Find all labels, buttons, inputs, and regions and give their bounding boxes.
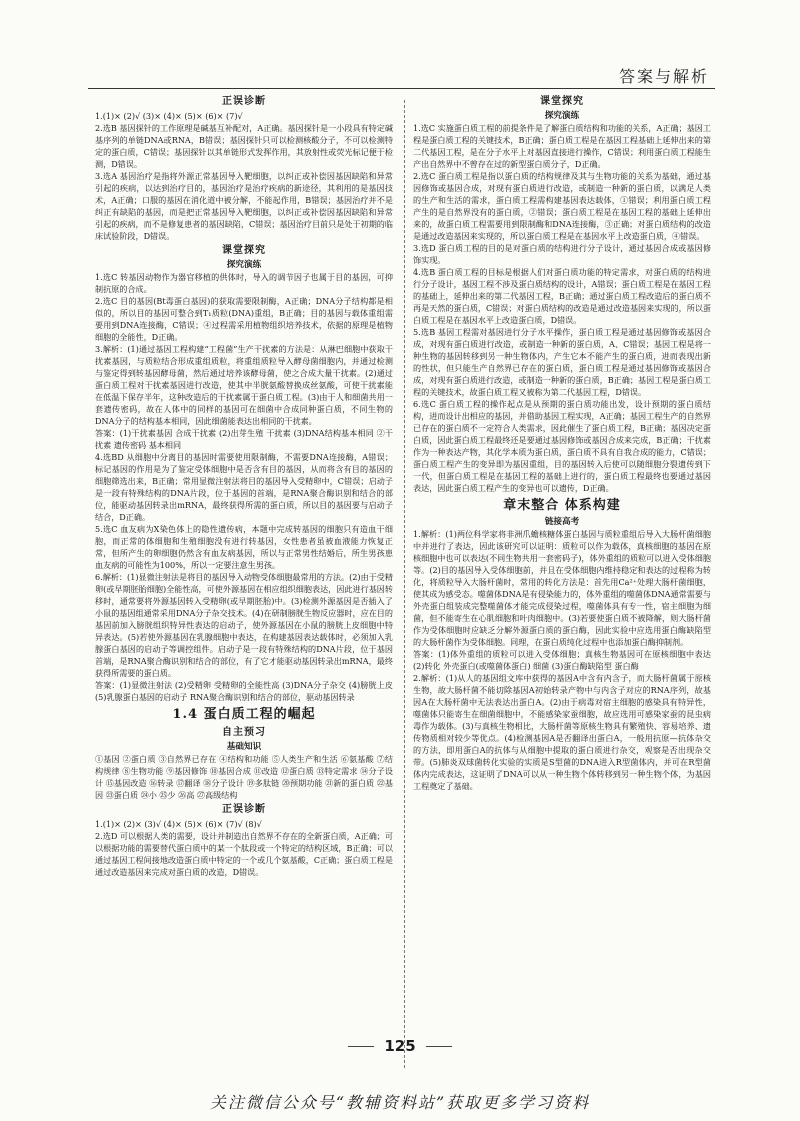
right-column — [413, 93, 711, 792]
answer-line: 答案：(1)显微注射法 (2)受精卵 受精卵的全能性高 (3)DNA分子杂交 (4)膀胱上皮 (5)乳腺蛋白基因的启动子 RNA聚合酶识别和结合的部位，驱动基因转录 — [95, 680, 393, 702]
page-number-value: 125 — [384, 1037, 416, 1055]
answer-line: 1.(1)× (2)× (3)√ (4)× (5)× (6)× (7)√ (8)√ — [95, 819, 262, 829]
paragraph: 6.选C 蛋白质工程的操作起点是从预期的蛋白质功能出发，设计预期的蛋白质结构，进而设计出相应的基因，并借助基因工程实现，A正确；基因工程生产的自然界已存在的蛋白质不一定符合人类需求，因此催生了蛋白质工程，B正确；基因决定蛋白质，因此蛋白质工程最终还是要通过基因修饰或基因合成来完成，B正确；干扰素作为一种表达产物，其化学本质为蛋白质，蛋白质不具有自我合成的能力，C错误；蛋白质工程产生的变异即为基因重组，目的基因转入后使可以随细胞分裂遗传到下一代，但蛋白质工程是在基因工程的基础上进行的，蛋白质工程最终也要通过基因表达，因此蛋白质工程产生的变异也可以遗传，D正确。 — [413, 399, 711, 493]
paragraph: 3.解析：(1)通过基因工程构建“工程菌”生产干扰素的方法是：从淋巴细胞中获取干扰素基因，与质粒结合形成重组质粒，将重组质粒导入酵母菌细胞内，并通过检测与鉴定得到转基因酵母菌，然后通过培养该酵母菌，使之合成大量干扰素。(2)通过蛋白质工程对干扰素基因进行改造，使其中半胱氨酸替换成丝氨酸，可使干扰素能在低温下保存半年，这种改造后的干扰素属于蛋白质工程。(3)由于人和细菌共用一套遗传密码，故在人体中的同样的基因可在细菌中合成同种蛋白质，不同生物的DNA分子的结构基本相同，因此细菌能表达出相同的干扰素。 — [95, 344, 393, 426]
paragraph: 1.选C 实施蛋白质工程的前提条件是了解蛋白质结构和功能的关系，A正确；基因工程是蛋白质工程的关键技术，B正确；蛋白质工程是在基因工程基础上延伸出来的第二代基因工程，是在分子水平上对基因直接进行操作，C错误；利用蛋白质工程能生产出自然界中不曾存在过的新型蛋白质分子，D正确。 — [413, 123, 711, 169]
paragraph: 1.解析：(1)两位科学家将非洲爪蟾核糖体蛋白基因与质粒重组后导入大肠杆菌细胞中并进行了表达，因此该研究可以证明：质粒可以作为载体，真核细胞的基因在原核细胞中也可以表达(不同生物共用一套密码子)，体外重组的质粒可以进入受体细胞等。(2)目的基因导入受体细胞前，并且在受体细胞内维持稳定和表达的过程称为转化，将质粒导入大肠杆菌时，常用的转化方法是：首先用Ca²⁺处理大肠杆菌细胞，使其成为感受态。噬菌体DNA是有侵染能力的，体外重组的噬菌体DNA通常需要与外壳蛋白组装成完整噬菌体才能完成侵染过程，噬菌体具有专一性，宿主细胞为细菌，但不能寄生在心肌细胞和叶肉细胞中。(3)若要使蛋白质不被降解，则大肠杆菌作为受体细胞时应缺乏分解外源蛋白质的蛋白酶，因此实验中应选用蛋白酶缺陷型的大肠杆菌作为受体细胞。同理，在蛋白质纯化过程中也添加蛋白酶抑制剂。 — [413, 529, 711, 647]
paragraph: 6.解析：(1)显微注射法是将目的基因导入动物受体细胞最常用的方法。(2)由于受精卵(或早期胚胎细胞)全能性高，可使外源基因在相应组织细胞表达，因此进行基因转移时，通常要将外源基因转入受精卵(或早期胚胎)中。(3)检测外源基因是否插入了小鼠的基因组通常采用DNA分子杂交技术。(4)在研制膀胱生物反应器时，应在目的基因前加入膀胱组织特异性表达的启动子，使外源基因在小鼠的膀胱上皮细胞中特异表达。(5)若使外源基因在乳腺细胞中表达，在构建基因表达载体时，必须加入乳腺蛋白基因的启动子等调控组件。启动子是一段有特殊结构的DNA片段，位于基因首端，是RNA聚合酶识别和结合的部位，有了它才能驱动基因转录出mRNA，最终获得所需要的蛋白质。 — [95, 572, 393, 678]
section-heading: 课堂探究 — [222, 245, 266, 256]
answer-line: 答案：(1)体外重组的质粒可以进入受体细胞；真核生物基因可在原核细胞中表达 (2)转化 外壳蛋白(或噬菌体蛋白) 细菌 (3)蛋白酶缺陷型 蛋白酶 — [413, 649, 711, 671]
left-column — [95, 93, 393, 878]
chapter-title: 章末整合 体系构建 — [503, 498, 621, 513]
section-heading: 课堂探究 — [540, 96, 584, 107]
paragraph: 2.选D 可以根据人类的需要，设计并制造出自然界不存在的全新蛋白质，A正确；可以根据功能的需要替代蛋白质中的某一个肽段或一个特定的结构区域，B正确；可以通过基因工程间接地改造蛋白质中特定的一个或几个氨基酸，C正确；蛋白质工程是通过改造基因来完成对蛋白质的改造，D错误。 — [95, 831, 393, 877]
page-number-dash-left — [348, 1046, 374, 1047]
page-number — [0, 1037, 800, 1055]
paragraph: 3.选D 蛋白质工程的目的是对蛋白质的结构进行分子设计，通过基因合成或基因修饰实现。 — [413, 243, 711, 265]
paragraph: 5.选B 基因工程需对基因进行分子水平操作，蛋白质工程是通过基因修饰或基因合成，对现有蛋白质进行改造，或制造一种新的蛋白质，A、C错误；基因工程是将一种生物的基因转移到另一种生物体内，产生它本不能产生的蛋白质，进而表现出新的性状，但只能生产自然界已存在的蛋白质，蛋白质工程是通过基因修饰或基因合成，对现有蛋白质进行改造，或制造一种新的蛋白质，B正确；基因工程是蛋白质工程的关键技术，故蛋白质工程又被称为第二代基因工程，D错误。 — [413, 327, 711, 397]
basics-list: ①基因 ②蛋白质 ③自然界已存在 ④结构和功能 ⑤人类生产和生活 ⑥氨基酸 ⑦结构规律 ⑧生物功能 ⑨基因修饰 ⑩基因合成 ⑪改造 ⑫蛋白质 ⑬特定需求 ⑭分子设计 ⑮基因改造 ⑯转录 ⑰翻译 ⑱分子设计 ⑲多肽链 ⑳预期功能 ㉑新的蛋白质 ㉒基因 ㉓蛋白质 ㉔小 ㉕少 ㉖高 ㉗高级结构 — [95, 754, 393, 800]
section-heading: 自主预习 — [222, 727, 266, 738]
paragraph: 5.选C 血友病为X染色体上的隐性遗传病，本题中完成转基因的细胞只有造血干细胞，而正常的体细胞和生殖细胞没有进行转基因，女性患者虽被血液能力恢复正常，但所产生的卵细胞仍然含有血友病基因，所以与正常男性结婚后，所生男孩患血友病的可能性为100%，所以一定要注意生男孩。 — [95, 524, 393, 570]
sub-heading: 探究演练 — [226, 260, 262, 270]
answer-line: 1.(1)× (2)√ (3)× (4)× (5)× (6)× (7)√ — [95, 111, 243, 121]
column-divider — [404, 100, 405, 1068]
page-header — [88, 60, 715, 89]
header-title: 答案与解析 — [618, 67, 709, 86]
lesson-title: 1.4 蛋白质工程的崛起 — [172, 707, 316, 722]
paragraph: 4.选BD 从细胞中分离目的基因时需要使用限制酶，不需要DNA连接酶，A错误；标记基因的作用是为了鉴定受体细胞中是否含有目的基因，从而将含有目的基因的细胞筛选出来，B正确；常用显微注射法将目的基因导入受精卵中，C错误；启动子是一段有特殊结构的DNA片段，位于基因的首端，是RNA聚合酶识别和结合的部位，能驱动基因转录出mRNA，最终获得所需的蛋白质，所以目的基因要与启动子结合，D正确。 — [95, 452, 393, 522]
paragraph: 2.选C 蛋白质工程是指以蛋白质的结构规律及其与生物功能的关系为基础，通过基因修饰或基因合成，对现有蛋白质进行改造，或制造一种新的蛋白质，以满足人类的生产和生活的需求，蛋白质工程需构建基因表达载体，①错误；利用蛋白质工程产生的是自然界没有的蛋白质，②错误；蛋白质工程是在基因工程的基础上延伸出来的，故蛋白质工程需要用到限制酶和DNA连接酶，③正确；对蛋白质结构的改造是通过改造基因来实现的，所以蛋白质工程是在基因水平上改造蛋白质，④错误。 — [413, 171, 711, 241]
paragraph: 2.选B 基因探针的工作原理是碱基互补配对，A正确。基因探针是一小段具有特定碱基序列的单链DNA或RNA，B错误；基因探针只可以检测核酸分子，不可以检测特定的蛋白质，C错误；基因探针以其单链形式发挥作用，其放射性或荧光标记便于检测，D错误。 — [95, 123, 393, 169]
section-heading: 正误诊断 — [222, 804, 266, 815]
sub-heading: 基础知识 — [226, 742, 262, 752]
paragraph: 4.选B 蛋白质工程的目标是根据人们对蛋白质功能的特定需求，对蛋白质的结构进行分子设计，基因工程不涉及蛋白质结构的设计，A错误；蛋白质工程是在基因工程的基础上，延伸出来的第二代基因工程，B正确；通过蛋白质工程改造后的蛋白质不再是天然的蛋白质，C错误；对蛋白质结构的改造是通过改造基因来实现的，所以蛋白质工程是在基因水平上改造蛋白质，D错误。 — [413, 267, 711, 325]
paragraph: 3.选A 基因治疗是指将外源正常基因导入靶细胞，以纠正或补偿因基因缺陷和异常引起的疾病，以达到治疗目的，基因治疗是治疗疾病的新途径，其利用的是基因技术，A正确；口服的基因在消化道中被分解，不能起作用，B错误；基因治疗并不是纠正有缺陷的基因，而是把正常基因导入靶细胞，以纠正或补偿因基因缺陷和异常引起的疾病，而不是修复患者的基因缺陷，C错误；基因治疗目前只是处于初期的临床试验阶段，D错误。 — [95, 171, 393, 241]
sub-heading: 探究演练 — [544, 111, 580, 121]
section-heading: 正误诊断 — [222, 96, 266, 107]
paragraph: 2.选C 目的基因(Bt毒蛋白基因)的获取需要限制酶，A正确；DNA分子结构都是相似的，所以目的基因可整合到T₁质粒(DNA)重组，B正确；目的基因与载体重组需要用到DNA连接酶，C错误；④过程需采用植物组织培养技术，依据的原理是植物细胞的全能性，D正确。 — [95, 296, 393, 342]
paragraph: 2.解析：(1)从人的基因组文库中获得的基因A中含有内含子，而大肠杆菌属于原核生物，故大肠杆菌不能切除基因A初始转录产物中与内含子对应的RNA序列，故基因A在大肠杆菌中无法表达出蛋白A。(2)由于病毒对宿主细胞的感染具有特异性，噬菌体只能寄生在细菌细胞中，不能感染家蚕细胞，故应选用可感染家蚕的昆虫病毒作为载体。(3)与真核生物相比，大肠杆菌等原核生物具有繁殖快、容易培养、遗传物质相对较少等优点。(4)检测基因A是否翻译出蛋白A，一般用抗原—抗体杂交的方法，即用蛋白A的抗体与从细胞中提取的蛋白质进行杂交，观察是否出现杂交带。(5)肺炎双球菌转化实验的实质是S型菌的DNA进入R型菌体内，并可在R型菌体内完成表达，这证明了DNA可以从一种生物个体转移到另一种生物个体，为基因工程奠定了基础。 — [413, 673, 711, 791]
footer-note: 关注微信公众号“教辅资料站”获取更多学习资料 — [209, 1093, 591, 1112]
page-number-dash-right — [426, 1046, 452, 1047]
answer-line: 答案：(1)干扰素基因 合成干扰素 (2)出芽生殖 干扰素 (3)DNA结构基本相同 ②干扰素 遗传密码 基本相同 — [95, 428, 393, 450]
paragraph: 1.选C 转基因动物作为器官移植的供体时，导入的调节因子也属于目的基因，可抑制抗原的合成。 — [95, 272, 393, 294]
sub-heading: 链接高考 — [544, 517, 580, 527]
